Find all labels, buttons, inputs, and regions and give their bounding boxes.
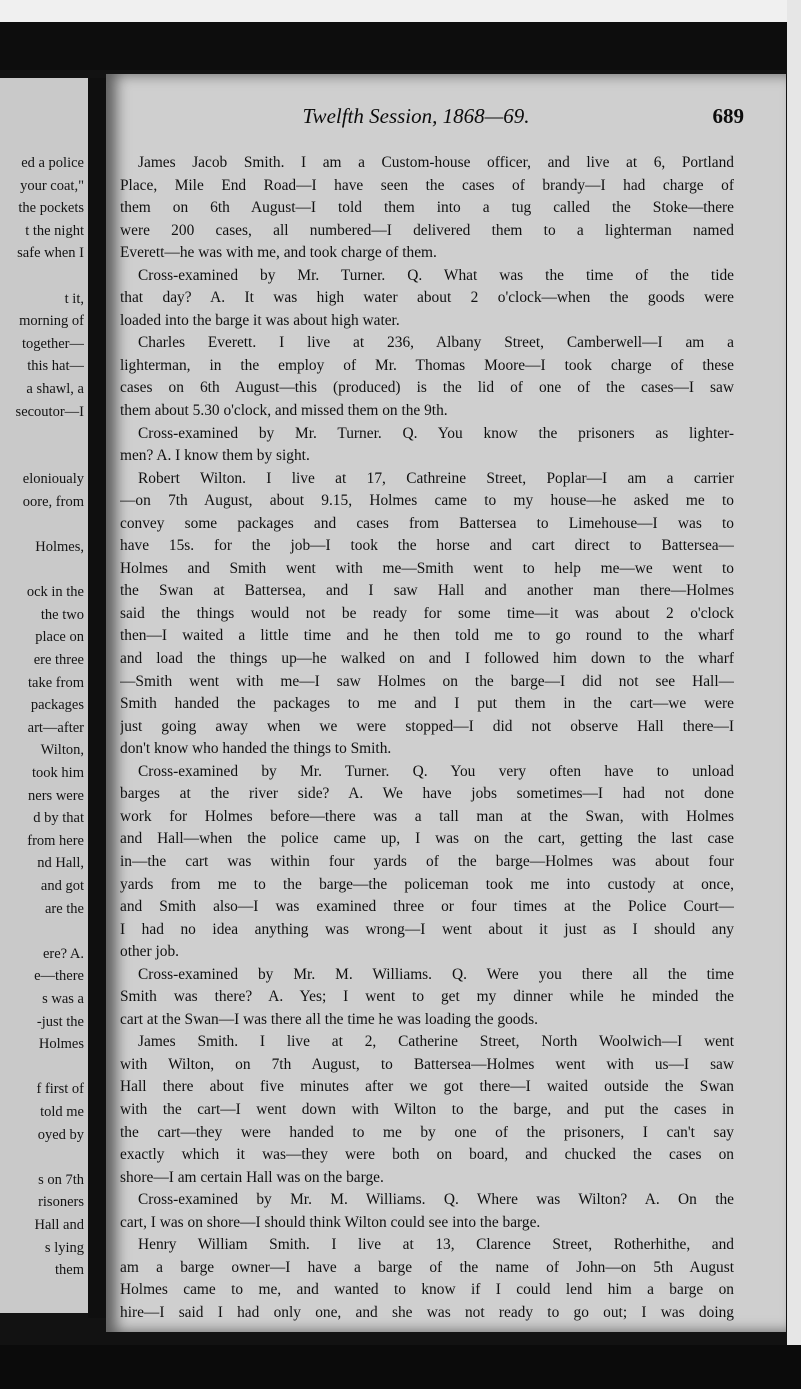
left-page-line: Holmes,	[35, 539, 84, 556]
left-page-text	[0, 152, 84, 1282]
left-page-fragment	[0, 78, 88, 1313]
text-line: cart, I was on shore—I should think Wilton could see into the barge.	[120, 1213, 541, 1231]
text-line: cart at the Swan—I was there all the time he was loading the goods.	[120, 1010, 538, 1028]
text-line: James Jacob Smith. I am a Custom-house officer, and live at 6, Portland	[138, 154, 734, 171]
text-line: have 15s. for the job—I took the horse and cart direct to Battersea—	[120, 537, 734, 555]
text-line: Hall there about five minutes after we got there—I waited outside the Swan	[120, 1078, 734, 1096]
left-page-line: d by that	[33, 810, 84, 827]
left-page-line: told me	[40, 1103, 84, 1120]
text-line: exactly which it was—they were both on board, and chucked the cases on	[120, 1146, 734, 1164]
left-page-line: packages	[30, 697, 84, 714]
page-body-text	[120, 152, 734, 1324]
left-page-line	[0, 1146, 84, 1169]
left-page-line: Wilton,	[40, 742, 84, 759]
text-line: am a barge owner—I have a barge of the name of John—on 5th August	[120, 1258, 734, 1276]
left-page-line: your coat,"	[20, 177, 84, 194]
background-bottom	[0, 1345, 801, 1389]
left-page-line: t the night	[25, 222, 84, 239]
left-page-line: -just the	[36, 1013, 84, 1030]
left-page-line: are the	[44, 900, 84, 917]
text-line: that day? A. It was high water about 2 o'clock—when the goods were	[120, 289, 734, 307]
text-line: —Smith went with me—I saw Holmes on the barge—I did not see Hall—	[120, 672, 734, 690]
text-line: them about 5.30 o'clock, and missed them on the 9th.	[120, 402, 448, 420]
left-page-line: place on	[35, 629, 84, 646]
text-line: and Smith also—I was examined three or four times at the Police Court—	[120, 898, 734, 916]
left-page-line: s was a	[42, 990, 84, 1007]
left-page-line: safe when I	[17, 245, 84, 262]
left-page-line: ners were	[28, 787, 84, 804]
left-page-line	[0, 920, 84, 943]
left-page-line: Holmes	[38, 1036, 84, 1053]
text-line: then—I waited a little time and he then told me to go round to the wharf	[120, 627, 734, 645]
left-page-line: s on 7th	[38, 1171, 84, 1188]
text-line: men? A. I know them by sight.	[120, 447, 310, 465]
left-page-line	[0, 514, 84, 537]
background-dark-band	[0, 22, 801, 70]
text-line: cases on 6th August—this (produced) is the lid of one of the cases—I saw	[120, 379, 734, 397]
text-line: said the things would not be ready for some time—it was about 2 o'clock	[120, 604, 734, 622]
left-page-line: elonioualy	[22, 471, 84, 488]
text-line: just going away when we were stopped—I did not observe Hall there—I	[120, 717, 734, 735]
text-line: —on 7th August, about 9.15, Holmes came to my house—he asked me to	[120, 492, 734, 510]
text-line: Henry William Smith. I live at 13, Clarence Street, Rotherhithe, and	[138, 1236, 734, 1254]
text-line: yards from me to the barge—the policeman took me into custody at once,	[120, 875, 734, 893]
text-line: I had no idea anything was wrong—I went about it just as I should any	[120, 920, 734, 938]
book-page	[106, 74, 786, 1332]
text-line: the cart—they were handed to me by one of the prisoners, I can't say	[120, 1123, 734, 1141]
text-line: Place, Mile End Road—I have seen the cases of brandy—I had charge of	[120, 176, 734, 194]
left-page-line: a shawl, a	[26, 380, 84, 397]
page-number: 689	[712, 104, 744, 128]
left-page-line: secoutor—I	[15, 403, 84, 420]
left-page-line: and got	[40, 878, 84, 894]
left-page-line: took him	[32, 765, 84, 782]
text-line: Cross-examined by Mr. Turner. Q. You very often have to unload	[138, 762, 734, 780]
left-page-line: morning of	[19, 313, 84, 330]
left-page-line: risoners	[38, 1194, 84, 1211]
text-line: Smith was there? A. Yes; I went to get my dinner while he minded the	[120, 988, 734, 1006]
text-line: Cross-examined by Mr. Turner. Q. What was the time of the tide	[138, 266, 734, 284]
text-line: Cross-examined by Mr. Turner. Q. You know the prisoners as lighter-	[138, 424, 734, 442]
text-line: them on 6th August—I told them into a tug called the Stoke—there	[120, 199, 734, 217]
text-line: Cross-examined by Mr. M. Williams. Q. Where was Wilton? A. On the	[138, 1191, 734, 1209]
text-line: shore—I am certain Hall was on the barge.	[120, 1168, 384, 1186]
text-line: don't know who handed the things to Smith.	[120, 740, 392, 758]
text-line: convey some packages and cases from Battersea to Limehouse—I was to	[120, 514, 734, 532]
left-page-line: ere? A.	[42, 945, 84, 962]
running-title: Twelfth Session, 1868—69.	[302, 104, 530, 128]
left-page-line: the pockets	[18, 200, 84, 217]
background-right-strip	[787, 0, 801, 1389]
left-page-line: Hall and	[34, 1216, 84, 1233]
left-page-line: from here	[27, 832, 84, 849]
left-page-line	[0, 446, 84, 469]
text-line: other job.	[120, 943, 179, 961]
text-line: and load the things up—he walked on and I followed him down to the wharf	[120, 650, 734, 668]
left-page-line: e—there	[34, 968, 84, 985]
text-line: barges at the river side? A. We have jobs sometimes—I had not done	[120, 785, 734, 803]
text-line: loaded into the barge it was about high water.	[120, 311, 400, 329]
book-spine	[88, 78, 108, 1318]
text-line: work for Holmes before—there was a tall man at the Swan, with Holmes	[120, 807, 734, 825]
text-line: Smith handed the packages to me and I put them in the cart—we were	[120, 695, 734, 713]
text-line: Holmes and Smith went with me—Smith went to help me—we went to	[120, 559, 734, 577]
left-page-line: the two	[40, 606, 84, 623]
left-page-line: nd Hall,	[37, 855, 84, 872]
left-page-line: ere three	[33, 652, 84, 669]
left-page-line: ock in the	[26, 584, 84, 601]
left-page-line	[0, 1056, 84, 1079]
text-line: James Smith. I live at 2, Catherine Street, North Woolwich—I went	[138, 1033, 734, 1051]
text-line: Charles Everett. I live at 236, Albany Street, Camberwell—I am a	[138, 334, 734, 352]
text-line: in—the cart was within four yards of the barge—Holmes was about four	[120, 852, 734, 870]
left-page-line: s lying	[44, 1239, 84, 1256]
text-line: were 200 cases, all numbered—I delivered them to a lighterman named	[120, 221, 734, 239]
left-page-line	[0, 423, 84, 446]
left-page-line: them	[55, 1262, 84, 1279]
left-page-line: f first of	[36, 1081, 84, 1098]
text-line: Everett—he was with me, and took charge of them.	[120, 244, 437, 262]
text-line: the Swan at Battersea, and I saw Hall and another man there—Holmes	[120, 582, 734, 600]
text-line: Robert Wilton. I live at 17, Cathreine Street, Poplar—I am a carrier	[138, 469, 734, 487]
text-line: with the cart—I went down with Wilton to the barge, and put the cases in	[120, 1100, 734, 1118]
text-line: lighterman, in the employ of Mr. Thomas Moore—I took charge of these	[120, 356, 734, 374]
left-page-line: art—after	[27, 719, 84, 736]
left-page-line	[0, 265, 84, 288]
text-line: with Wilton, on 7th August, to Battersea—Holmes went with us—I saw	[120, 1055, 734, 1073]
left-page-line: together—	[21, 335, 84, 352]
left-page-line: ed a police	[21, 155, 84, 171]
left-page-line: oyed by	[37, 1126, 84, 1143]
text-line: Cross-examined by Mr. M. Williams. Q. Were you there all the time	[138, 965, 734, 983]
left-page-line: oore, from	[22, 493, 84, 510]
left-page-line: take from	[28, 674, 84, 691]
text-line: and Hall—when the police came up, I was on the cart, getting the last case	[120, 830, 734, 848]
text-line: Holmes came to me, and wanted to know if I could lend him a barge on	[120, 1281, 734, 1299]
left-page-line	[0, 559, 84, 582]
left-page-line: t it,	[64, 290, 84, 307]
text-line: hire—I said I had only one, and she was not ready to go out; I was doing	[120, 1303, 734, 1321]
left-page-line: this hat—	[27, 358, 84, 375]
